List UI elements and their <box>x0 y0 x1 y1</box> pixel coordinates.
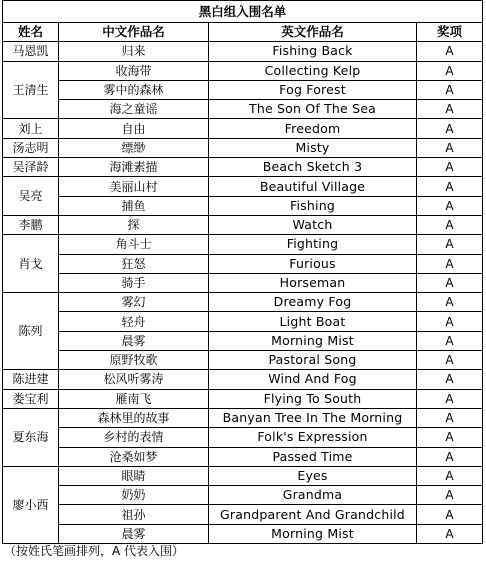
award-cell: A <box>417 215 483 234</box>
author-cell: 汤志明 <box>3 138 59 157</box>
header-row <box>3 23 483 42</box>
award-cell: A <box>417 80 483 99</box>
english-title-cell: The Son Of The Sea <box>209 100 417 119</box>
award-cell: A <box>417 254 483 273</box>
english-title-cell: Folk's Expression <box>209 428 417 447</box>
award-cell: A <box>417 331 483 350</box>
table-row <box>3 486 483 505</box>
award-cell: A <box>417 428 483 447</box>
chinese-title-cell: 轻舟 <box>59 312 209 331</box>
award-cell: A <box>417 100 483 119</box>
award-cell: A <box>417 524 483 543</box>
english-title-cell: Misty <box>209 138 417 157</box>
award-cell: A <box>417 273 483 292</box>
english-title-cell: Morning Mist <box>209 331 417 350</box>
english-title-cell: Wind And Fog <box>209 370 417 389</box>
chinese-title-cell: 晨雾 <box>59 524 209 543</box>
award-cell: A <box>417 486 483 505</box>
chinese-title-cell: 松风听雾涛 <box>59 370 209 389</box>
award-cell: A <box>417 466 483 485</box>
table-row <box>3 389 483 408</box>
english-title-cell: Morning Mist <box>209 524 417 543</box>
english-title-cell: Fog Forest <box>209 80 417 99</box>
table-row <box>3 138 483 157</box>
chinese-title-cell: 奶奶 <box>59 486 209 505</box>
english-title-cell: Eyes <box>209 466 417 485</box>
chinese-title-cell: 捕鱼 <box>59 196 209 215</box>
table-row <box>3 524 483 543</box>
chinese-title-cell: 美丽山村 <box>59 177 209 196</box>
award-cell: A <box>417 312 483 331</box>
english-title-cell: Grandma <box>209 486 417 505</box>
chinese-title-cell: 眼睛 <box>59 466 209 485</box>
english-title-cell: Collecting Kelp <box>209 61 417 80</box>
award-cell: A <box>417 351 483 370</box>
chinese-title-cell: 探 <box>59 215 209 234</box>
award-cell: A <box>417 158 483 177</box>
english-title-cell: Light Boat <box>209 312 417 331</box>
award-cell: A <box>417 370 483 389</box>
award-cell: A <box>417 61 483 80</box>
table-row <box>3 254 483 273</box>
header-english-title: 英文作品名 <box>209 23 417 42</box>
chinese-title-cell: 海滩素描 <box>59 158 209 177</box>
award-cell: A <box>417 235 483 254</box>
chinese-title-cell: 晨雾 <box>59 331 209 350</box>
chinese-title-cell: 沧桑如梦 <box>59 447 209 466</box>
author-cell: 李鹏 <box>3 215 59 234</box>
english-title-cell: Fighting <box>209 235 417 254</box>
chinese-title-cell: 缥缈 <box>59 138 209 157</box>
award-cell: A <box>417 42 483 61</box>
header-award: 奖项 <box>417 23 483 42</box>
table-row <box>3 42 483 61</box>
header-author: 姓名 <box>3 23 59 42</box>
english-title-cell: Banyan Tree In The Morning <box>209 408 417 427</box>
table-row <box>3 100 483 119</box>
table-row <box>3 235 483 254</box>
table-row <box>3 177 483 196</box>
table-title: 黑白组入围名单 <box>3 1 483 23</box>
award-cell: A <box>417 505 483 524</box>
table-row <box>3 331 483 350</box>
award-cell: A <box>417 177 483 196</box>
shortlist-table <box>2 0 483 544</box>
english-title-cell: Horseman <box>209 273 417 292</box>
table-row <box>3 119 483 138</box>
title-row <box>3 1 483 23</box>
table-row <box>3 447 483 466</box>
chinese-title-cell: 乡村的表情 <box>59 428 209 447</box>
english-title-cell: Watch <box>209 215 417 234</box>
author-cell: 陈列 <box>3 293 59 370</box>
shortlist-sheet <box>2 0 484 558</box>
chinese-title-cell: 收海带 <box>59 61 209 80</box>
author-cell: 王清生 <box>3 61 59 119</box>
author-cell: 夏东海 <box>3 408 59 466</box>
table-row <box>3 505 483 524</box>
author-cell: 娄宝利 <box>3 389 59 408</box>
english-title-cell: Furious <box>209 254 417 273</box>
english-title-cell: Dreamy Fog <box>209 293 417 312</box>
chinese-title-cell: 自由 <box>59 119 209 138</box>
author-cell: 刘上 <box>3 119 59 138</box>
english-title-cell: Beach Sketch 3 <box>209 158 417 177</box>
chinese-title-cell: 海之童谣 <box>59 100 209 119</box>
chinese-title-cell: 骑手 <box>59 273 209 292</box>
chinese-title-cell: 雁南飞 <box>59 389 209 408</box>
english-title-cell: Passed Time <box>209 447 417 466</box>
table-row <box>3 293 483 312</box>
english-title-cell: Fishing Back <box>209 42 417 61</box>
chinese-title-cell: 森林里的故事 <box>59 408 209 427</box>
table-row <box>3 61 483 80</box>
footnote: （按姓氏笔画排列，A 代表入围） <box>4 544 185 558</box>
author-cell: 吴亮 <box>3 177 59 216</box>
author-cell: 廖小西 <box>3 466 59 543</box>
table-row <box>3 215 483 234</box>
author-cell: 肖戈 <box>3 235 59 293</box>
header-chinese-title: 中文作品名 <box>59 23 209 42</box>
chinese-title-cell: 狂怒 <box>59 254 209 273</box>
author-cell: 陈进建 <box>3 370 59 389</box>
table-row <box>3 312 483 331</box>
table-row <box>3 158 483 177</box>
award-cell: A <box>417 389 483 408</box>
chinese-title-cell: 归来 <box>59 42 209 61</box>
english-title-cell: Pastoral Song <box>209 351 417 370</box>
award-cell: A <box>417 293 483 312</box>
table-body <box>3 42 483 544</box>
chinese-title-cell: 角斗士 <box>59 235 209 254</box>
english-title-cell: Grandparent And Grandchild <box>209 505 417 524</box>
table-row <box>3 351 483 370</box>
table-row <box>3 196 483 215</box>
table-row <box>3 80 483 99</box>
award-cell: A <box>417 196 483 215</box>
chinese-title-cell: 雾幻 <box>59 293 209 312</box>
english-title-cell: Flying To South <box>209 389 417 408</box>
award-cell: A <box>417 138 483 157</box>
award-cell: A <box>417 447 483 466</box>
table-row <box>3 370 483 389</box>
award-cell: A <box>417 408 483 427</box>
table-row <box>3 428 483 447</box>
chinese-title-cell: 雾中的森林 <box>59 80 209 99</box>
author-cell: 吴泽龄 <box>3 158 59 177</box>
table-row <box>3 466 483 485</box>
table-row <box>3 273 483 292</box>
english-title-cell: Beautiful Village <box>209 177 417 196</box>
english-title-cell: Freedom <box>209 119 417 138</box>
chinese-title-cell: 祖孙 <box>59 505 209 524</box>
chinese-title-cell: 原野牧歌 <box>59 351 209 370</box>
author-cell: 马恩凯 <box>3 42 59 61</box>
table-row <box>3 408 483 427</box>
english-title-cell: Fishing <box>209 196 417 215</box>
award-cell: A <box>417 119 483 138</box>
